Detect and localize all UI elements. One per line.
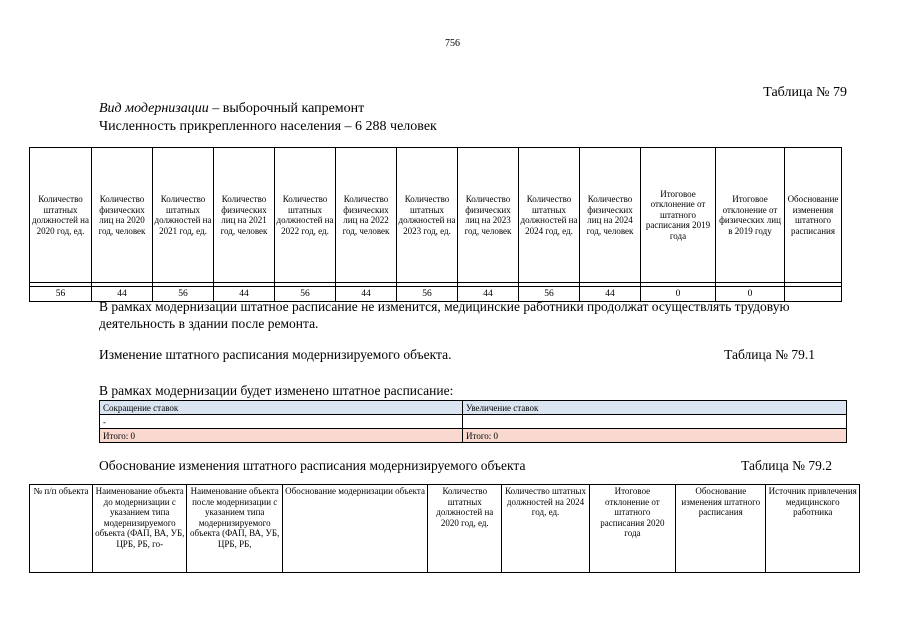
table-79-value-cell: 44 [214,287,275,302]
table-79-value-cell: 44 [580,287,641,302]
table-79-value-cell: 44 [92,287,153,302]
table-79-header-cell: Количество штатных должностей на 2023 год, ед. [397,148,458,283]
table-79-1-data-row [100,415,847,429]
table-79-1-intro: В рамках модернизации будет изменено штатное расписание: [99,383,454,398]
table-79-header-cell: Количество физических лиц на 2021 год, человек [214,148,275,283]
table-79-value-cell: 56 [30,287,92,302]
table-79-2-header-cell: Обоснование изменения штатного расписания [676,485,766,573]
body-paragraph: В рамках модернизации штатное расписание не изменится, медицинские работники продолжат осуществлять трудовую деятельность в здании после ремонта. [99,299,790,331]
table-79-1-label: Таблица № 79.1 [724,347,815,362]
table-79-value-cell: 44 [336,287,397,302]
increase-total: Итого: 0 [463,429,847,443]
table-79-1-total-row [100,429,847,443]
table-79-header-cell: Итоговое отклонение от штатного расписания 2019 года [641,148,716,283]
table-79-value-cell: 0 [641,287,716,302]
staffing-table-79 [29,147,842,302]
table-79-2-header-cell: Количество штатных должностей на 2020 год, ед. [428,485,502,573]
page-number: 756 [445,38,460,49]
table-79-1-header-row [100,401,847,415]
table-79-label: Таблица № 79 [763,85,847,100]
table-79-1-caption: Изменение штатного расписания модернизируемого объекта. [99,347,452,362]
reduction-total: Итого: 0 [100,429,463,443]
justification-table-79-2 [29,484,860,573]
increase-header: Увеличение ставок [463,401,847,415]
population-line: Численность прикрепленного населения – 6 288 человек [99,119,437,134]
table-79-header-cell: Количество физических лиц на 2024 год, человек [580,148,641,283]
table-79-header-cell: Количество штатных должностей на 2022 год, ед. [275,148,336,283]
table-79-header-cell: Количество штатных должностей на 2020 год, ед. [30,148,92,283]
table-79-value-cell: 56 [397,287,458,302]
table-79-value-cell: 44 [458,287,519,302]
table-79-value-cell: 56 [153,287,214,302]
table-79-2-label: Таблица № 79.2 [741,458,832,473]
table-79-header-cell: Обоснование изменения штатного расписания [785,148,842,283]
reduction-cell: - [100,415,463,429]
table-79-value-cell: 0 [716,287,785,302]
table-79-2-header-cell: Итоговое отклонение от штатного расписания 2020 года [589,485,675,573]
table-79-header-row [30,148,842,283]
table-79-2-header-cell: Обоснование модернизации объекта [282,485,427,573]
modernization-type-value: – выборочный капремонт [208,101,365,116]
table-79-2-header-cell: Источник привлечения медицинского работника [766,485,860,573]
reduction-header: Сокращение ставок [100,401,463,415]
table-79-2-header-cell: Наименование объекта после модернизации с указанием типа модернизируемого объекта (ФАП, ВА, УБ, ЦРБ, РБ, [187,485,282,573]
table-79-value-cell: 56 [519,287,580,302]
increase-cell [463,415,847,429]
table-79-header-cell: Количество штатных должностей на 2021 год, ед. [153,148,214,283]
table-79-header-cell: Количество физических лиц на 2022 год, человек [336,148,397,283]
table-79-2-header-cell: № п/п объекта [30,485,93,573]
table-79-header-cell: Количество физических лиц на 2020 год, человек [92,148,153,283]
modernization-type-label: Вид модернизации [99,101,209,116]
table-79-header-cell: Количество штатных должностей на 2024 год, ед. [519,148,580,283]
staff-change-table-79-1 [99,400,847,443]
table-79-2-header-cell: Количество штатных должностей на 2024 год, ед. [502,485,589,573]
table-79-2-header-row [30,485,860,573]
modernization-type-line [99,101,364,117]
table-79-2-caption: Обоснование изменения штатного расписания модернизируемого объекта [99,458,526,473]
table-79-value-cell: 56 [275,287,336,302]
table-79-header-cell: Итоговое отклонение от физических лиц в 2019 году [716,148,785,283]
table-79-2-header-cell: Наименование объекта до модернизации с указанием типа модернизируемого объекта (ФАП, ВА, УБ, ЦРБ, РБ, го- [92,485,186,573]
table-79-header-cell: Количество физических лиц на 2023 год, человек [458,148,519,283]
